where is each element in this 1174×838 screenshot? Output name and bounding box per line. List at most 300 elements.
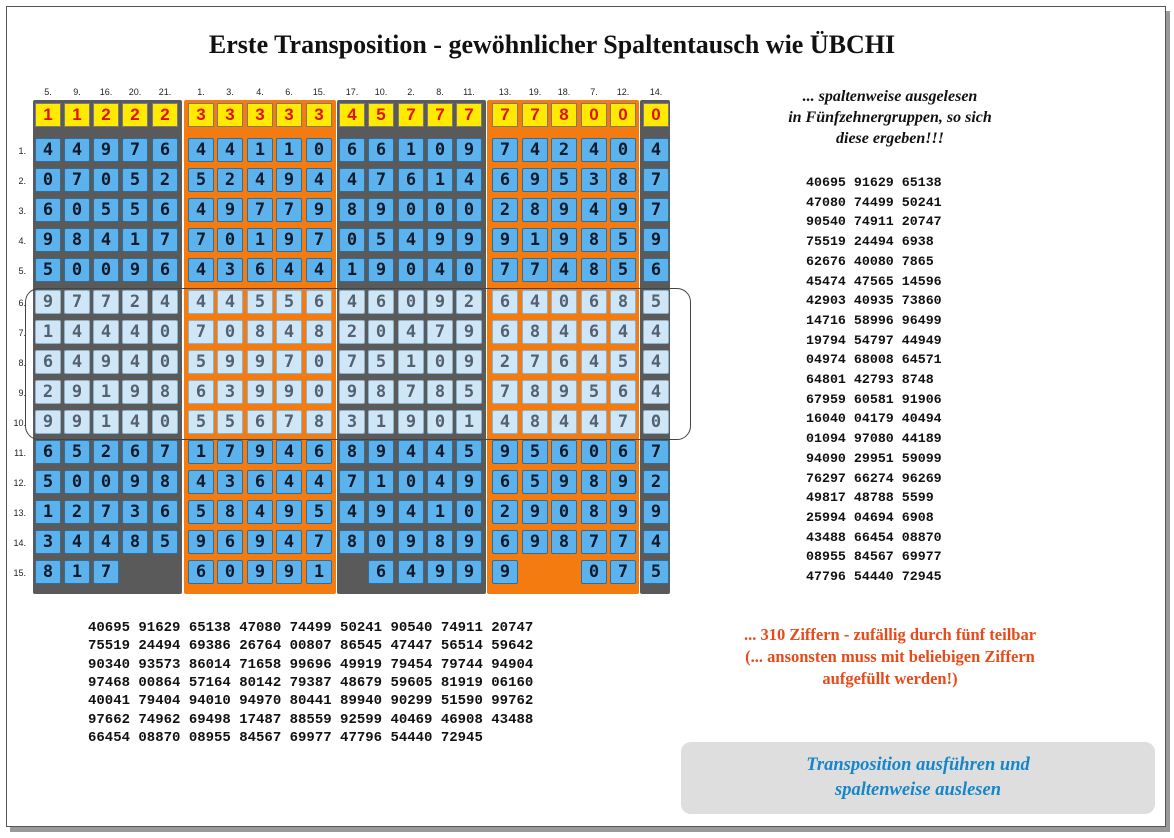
digit-cell: 1 (93, 410, 119, 434)
digit-cell: 9 (522, 530, 548, 554)
digit-cell: 7 (427, 320, 453, 344)
digit-cell: 4 (398, 440, 424, 464)
digit-cell: 7 (188, 228, 214, 252)
digit-cell: 4 (551, 258, 577, 282)
digit-cell: 1 (339, 258, 365, 282)
column-order-label: 16. (99, 87, 113, 97)
ciphertext-line: 97662 74962 69498 17487 88559 92599 40469 46908 43488 (88, 711, 534, 728)
key-cell: 7 (492, 103, 518, 127)
digit-cell: 6 (368, 560, 394, 584)
digit-cell: 6 (610, 380, 636, 404)
digit-cell: 4 (247, 168, 273, 192)
digit-cell: 6 (492, 470, 518, 494)
digit-cell: 8 (339, 198, 365, 222)
column-group-line: 14716 58996 96499 (806, 312, 942, 328)
digit-cell: 9 (427, 560, 453, 584)
digit-cell: 9 (35, 228, 61, 252)
digit-cell: 5 (64, 440, 90, 464)
digit-cell: 5 (276, 290, 302, 314)
digit-cell: 8 (306, 410, 332, 434)
note (690, 624, 1090, 690)
digit-cell: 6 (247, 410, 273, 434)
digit-cell: 8 (35, 560, 61, 584)
digit-cell: 1 (93, 380, 119, 404)
digit-cell: 5 (247, 290, 273, 314)
digit-cell: 5 (456, 380, 482, 404)
digit-cell: 3 (122, 500, 148, 524)
digit-cell: 9 (368, 258, 394, 282)
digit-cell: 8 (152, 380, 178, 404)
digit-cell: 6 (35, 440, 61, 464)
digit-cell: 6 (217, 530, 243, 554)
digit-cell: 8 (610, 168, 636, 192)
column-group-line: 90540 74911 20747 (806, 214, 942, 230)
digit-cell: 0 (368, 320, 394, 344)
digit-cell: 4 (93, 530, 119, 554)
digit-cell: 6 (35, 198, 61, 222)
digit-cell: 7 (643, 168, 669, 192)
digit-cell: 6 (581, 290, 607, 314)
digit-cell: 0 (217, 560, 243, 584)
digit-cell: 7 (610, 410, 636, 434)
digit-cell: 1 (276, 138, 302, 162)
column-order-label: 8. (436, 87, 444, 97)
column-group-line: 08955 84567 69977 (806, 549, 942, 565)
digit-cell: 4 (581, 410, 607, 434)
digit-cell: 0 (64, 258, 90, 282)
digit-cell: 2 (93, 440, 119, 464)
column-group-line: 42903 40935 73860 (806, 293, 942, 309)
digit-cell: 0 (398, 198, 424, 222)
digit-cell: 1 (64, 560, 90, 584)
key-cell: 0 (610, 103, 636, 127)
digit-cell: 2 (643, 470, 669, 494)
digit-cell: 5 (522, 440, 548, 464)
row-label: 5. (18, 266, 26, 276)
digit-cell: 8 (522, 410, 548, 434)
key-cell: 2 (152, 103, 178, 127)
digit-cell: 5 (551, 168, 577, 192)
digit-cell: 7 (306, 228, 332, 252)
digit-cell: 4 (398, 320, 424, 344)
digit-cell: 5 (188, 410, 214, 434)
digit-cell: 6 (152, 198, 178, 222)
digit-cell: 0 (152, 320, 178, 344)
column-order-label: 20. (128, 87, 142, 97)
digit-cell: 2 (122, 290, 148, 314)
digit-cell: 9 (456, 320, 482, 344)
digit-cell: 0 (551, 500, 577, 524)
row-label: 15. (13, 568, 26, 578)
digit-cell: 5 (610, 228, 636, 252)
digit-cell: 8 (522, 380, 548, 404)
digit-cell: 9 (217, 198, 243, 222)
digit-cell: 8 (217, 500, 243, 524)
digit-cell: 0 (306, 380, 332, 404)
digit-cell: 6 (35, 350, 61, 374)
digit-cell: 4 (643, 380, 669, 404)
digit-cell: 8 (551, 530, 577, 554)
digit-cell: 1 (122, 228, 148, 252)
digit-cell: 0 (35, 168, 61, 192)
digit-cell: 3 (217, 470, 243, 494)
digit-cell: 9 (427, 290, 453, 314)
digit-cell: 4 (276, 440, 302, 464)
digit-cell: 6 (247, 470, 273, 494)
digit-cell: 4 (276, 258, 302, 282)
digit-cell: 6 (306, 290, 332, 314)
digit-cell: 0 (93, 258, 119, 282)
digit-cell: 4 (306, 258, 332, 282)
digit-cell: 1 (247, 138, 273, 162)
digit-cell: 4 (152, 290, 178, 314)
digit-cell: 4 (35, 138, 61, 162)
digit-cell: 4 (217, 290, 243, 314)
digit-cell: 0 (339, 228, 365, 252)
digit-cell: 4 (492, 410, 518, 434)
digit-cell: 2 (35, 380, 61, 404)
digit-cell: 4 (93, 320, 119, 344)
column-order-label: 1. (197, 87, 205, 97)
digit-cell: 7 (152, 228, 178, 252)
key-cell: 7 (427, 103, 453, 127)
digit-cell: 4 (610, 320, 636, 344)
column-order-label: 19. (528, 87, 542, 97)
digit-cell: 6 (188, 560, 214, 584)
ciphertext-line: 40041 79404 94010 94970 80441 89940 90299 51590 99762 (88, 693, 534, 710)
key-cell: 2 (93, 103, 119, 127)
digit-cell: 9 (276, 168, 302, 192)
column-order-label: 10. (374, 87, 388, 97)
digit-cell: 9 (522, 168, 548, 192)
digit-cell: 7 (93, 500, 119, 524)
digit-cell: 0 (217, 228, 243, 252)
digit-cell: 9 (368, 440, 394, 464)
digit-cell: 4 (456, 168, 482, 192)
digit-cell: 5 (217, 410, 243, 434)
digit-cell: 4 (427, 258, 453, 282)
note-line: (... ansonsten muss mit beliebigen Ziffern (745, 647, 1035, 666)
digit-cell: 1 (368, 470, 394, 494)
digit-cell: 5 (188, 350, 214, 374)
column-group-line: 01094 97080 44189 (806, 431, 942, 447)
digit-cell: 4 (398, 500, 424, 524)
digit-cell: 6 (492, 290, 518, 314)
digit-cell: 9 (368, 500, 394, 524)
digit-cell: 9 (276, 228, 302, 252)
highlight-box (25, 288, 691, 440)
digit-cell: 9 (643, 228, 669, 252)
digit-cell: 9 (93, 138, 119, 162)
digit-cell: 5 (581, 380, 607, 404)
digit-cell: 7 (643, 198, 669, 222)
digit-cell: 5 (643, 290, 669, 314)
digit-cell: 4 (122, 410, 148, 434)
digit-cell: 6 (581, 320, 607, 344)
digit-cell: 6 (643, 258, 669, 282)
digit-cell: 8 (427, 530, 453, 554)
digit-cell: 7 (610, 560, 636, 584)
digit-cell: 9 (64, 380, 90, 404)
digit-cell: 5 (456, 440, 482, 464)
row-label: 8. (18, 358, 26, 368)
digit-cell: 7 (247, 198, 273, 222)
column-group-line: 64801 42793 8748 (806, 372, 934, 387)
digit-cell: 9 (122, 258, 148, 282)
digit-cell: 9 (456, 350, 482, 374)
digit-cell: 0 (398, 290, 424, 314)
digit-cell: 4 (217, 138, 243, 162)
button-label-line: spaltenweise auslesen (835, 780, 1001, 800)
digit-cell: 3 (581, 168, 607, 192)
column-group-line: 45474 47565 14596 (806, 273, 942, 289)
column-group-line: 04974 68008 64571 (806, 352, 942, 368)
digit-cell: 0 (217, 320, 243, 344)
digit-cell: 4 (398, 560, 424, 584)
digit-cell: 7 (581, 530, 607, 554)
row-label: 11. (14, 448, 26, 458)
digit-cell: 6 (551, 440, 577, 464)
column-group-line: 49817 48788 5599 (806, 490, 934, 506)
digit-cell: 9 (339, 380, 365, 404)
digit-cell: 0 (368, 530, 394, 554)
digit-cell: 6 (122, 440, 148, 464)
ciphertext-line: 75519 24494 69386 26764 00807 86545 47447 56514 59642 (88, 638, 534, 655)
digit-cell: 4 (643, 530, 669, 554)
digit-cell: 4 (551, 320, 577, 344)
digit-cell: 9 (247, 440, 273, 464)
key-cell: 0 (643, 103, 669, 127)
digit-cell: 7 (339, 350, 365, 374)
digit-cell: 9 (247, 380, 273, 404)
digit-cell: 1 (188, 440, 214, 464)
digit-cell: 9 (427, 228, 453, 252)
digit-cell: 6 (188, 380, 214, 404)
column-group-line: 75519 24494 6938 (806, 234, 934, 250)
key-cell: 5 (368, 103, 394, 127)
digit-cell: 0 (306, 138, 332, 162)
digit-cell: 8 (581, 470, 607, 494)
digit-cell: 4 (188, 290, 214, 314)
column-order-label: 17. (345, 87, 359, 97)
digit-cell: 9 (492, 440, 518, 464)
digit-cell: 1 (398, 350, 424, 374)
digit-cell: 0 (93, 470, 119, 494)
digit-cell: 5 (610, 258, 636, 282)
digit-cell: 9 (456, 470, 482, 494)
digit-cell: 4 (339, 290, 365, 314)
digit-cell: 0 (427, 198, 453, 222)
key-cell: 3 (188, 103, 214, 127)
column-group-line: 40695 91629 65138 (806, 175, 942, 190)
digit-cell: 9 (551, 228, 577, 252)
digit-cell: 4 (276, 530, 302, 554)
digit-cell: 9 (492, 560, 518, 584)
digit-cell: 2 (339, 320, 365, 344)
digit-cell: 1 (35, 500, 61, 524)
digit-cell: 7 (368, 168, 394, 192)
digit-cell: 0 (427, 410, 453, 434)
digit-cell: 4 (306, 470, 332, 494)
key-cell: 7 (398, 103, 424, 127)
digit-cell: 5 (35, 258, 61, 282)
digit-cell: 8 (122, 530, 148, 554)
digit-cell: 5 (368, 350, 394, 374)
digit-cell: 0 (398, 258, 424, 282)
digit-cell: 9 (35, 290, 61, 314)
digit-cell: 9 (368, 198, 394, 222)
digit-cell: 6 (368, 290, 394, 314)
execute-transposition-button[interactable] (681, 742, 1155, 814)
digit-cell: 0 (456, 258, 482, 282)
digit-cell: 7 (339, 470, 365, 494)
digit-cell: 9 (276, 380, 302, 404)
digit-cell: 9 (398, 410, 424, 434)
digit-cell: 2 (217, 168, 243, 192)
column-group-line: 67959 60581 91906 (806, 391, 942, 407)
digit-cell: 8 (581, 228, 607, 252)
digit-cell: 0 (306, 350, 332, 374)
column-group-line: 25994 04694 6908 (806, 509, 934, 525)
digit-cell: 9 (456, 138, 482, 162)
digit-cell: 9 (247, 350, 273, 374)
digit-cell: 8 (306, 320, 332, 344)
row-label: 7. (18, 328, 26, 338)
digit-cell: 5 (122, 198, 148, 222)
ciphertext-line: 40695 91629 65138 47080 74499 50241 90540 74911 20747 (88, 620, 534, 636)
digit-cell: 5 (93, 198, 119, 222)
digit-cell: 7 (522, 258, 548, 282)
digit-cell: 8 (581, 258, 607, 282)
digit-cell: 6 (492, 168, 518, 192)
key-cell: 7 (522, 103, 548, 127)
digit-cell: 6 (152, 138, 178, 162)
digit-cell: 4 (522, 290, 548, 314)
digit-cell: 1 (306, 560, 332, 584)
digit-cell: 6 (306, 440, 332, 464)
digit-cell: 8 (247, 320, 273, 344)
digit-cell: 9 (64, 410, 90, 434)
digit-cell: 8 (64, 228, 90, 252)
digit-cell: 3 (35, 530, 61, 554)
column-order-label: 9. (73, 87, 81, 97)
digit-cell: 0 (427, 138, 453, 162)
digit-cell: 5 (188, 168, 214, 192)
digit-cell: 4 (522, 138, 548, 162)
column-group-line: 16040 04179 40494 (806, 411, 942, 427)
column-order-label: 7. (590, 87, 598, 97)
digit-cell: 9 (551, 198, 577, 222)
column-order-label: 6. (285, 87, 293, 97)
column-order-label: 21. (158, 87, 172, 97)
column-group-line: 47796 54440 72945 (806, 569, 942, 584)
side-heading-line: diese ergeben!!! (836, 130, 944, 147)
row-label: 3. (18, 206, 26, 216)
column-group-line: 62676 40080 7865 (806, 253, 934, 269)
digit-cell: 9 (456, 228, 482, 252)
digit-cell: 5 (188, 500, 214, 524)
digit-cell: 6 (247, 258, 273, 282)
digit-cell: 4 (306, 168, 332, 192)
ciphertext-line: 66454 08870 08955 84567 69977 47796 54440 72945 (88, 729, 483, 746)
digit-cell: 0 (152, 410, 178, 434)
digit-cell: 0 (581, 440, 607, 464)
key-cell: 4 (339, 103, 365, 127)
digit-cell: 8 (152, 470, 178, 494)
digit-cell: 8 (339, 530, 365, 554)
digit-cell: 9 (276, 500, 302, 524)
row-label: 12. (13, 478, 26, 488)
digit-cell: 4 (581, 350, 607, 374)
digit-cell: 8 (368, 380, 394, 404)
digit-cell: 0 (427, 350, 453, 374)
key-cell: 3 (276, 103, 302, 127)
digit-cell: 9 (276, 560, 302, 584)
digit-cell: 0 (64, 198, 90, 222)
column-order-label: 4. (256, 87, 264, 97)
digit-cell: 9 (551, 380, 577, 404)
digit-cell: 4 (398, 228, 424, 252)
key-cell: 0 (581, 103, 607, 127)
digit-cell: 6 (368, 138, 394, 162)
digit-cell: 7 (643, 440, 669, 464)
digit-cell: 9 (306, 198, 332, 222)
digit-cell: 2 (64, 500, 90, 524)
digit-cell: 6 (492, 530, 518, 554)
ciphertext-line: 90340 93573 86014 71658 99696 49919 79454 79744 94904 (88, 656, 534, 673)
column-order-label: 18. (557, 87, 571, 97)
row-label: 10. (13, 418, 26, 428)
digit-cell: 7 (217, 440, 243, 464)
digit-cell: 2 (456, 290, 482, 314)
digit-cell: 0 (93, 168, 119, 192)
digit-cell: 0 (643, 410, 669, 434)
row-label: 9. (18, 388, 26, 398)
digit-cell: 7 (492, 138, 518, 162)
digit-cell: 4 (188, 138, 214, 162)
digit-cell: 3 (217, 258, 243, 282)
digit-cell: 9 (122, 380, 148, 404)
digit-cell: 2 (551, 138, 577, 162)
digit-cell: 9 (456, 560, 482, 584)
digit-cell: 4 (581, 138, 607, 162)
digit-cell: 0 (581, 560, 607, 584)
digit-cell: 0 (64, 470, 90, 494)
digit-cell: 0 (551, 290, 577, 314)
column-order-label: 14. (649, 87, 663, 97)
key-cell: 7 (456, 103, 482, 127)
digit-cell: 9 (610, 500, 636, 524)
digit-cell: 6 (339, 138, 365, 162)
digit-cell: 1 (247, 228, 273, 252)
digit-cell: 2 (492, 198, 518, 222)
digit-cell: 5 (610, 350, 636, 374)
digit-cell: 1 (427, 168, 453, 192)
digit-cell: 5 (522, 470, 548, 494)
digit-cell: 7 (276, 198, 302, 222)
digit-cell: 5 (152, 530, 178, 554)
digit-cell: 2 (152, 168, 178, 192)
digit-cell: 1 (427, 500, 453, 524)
key-cell: 3 (247, 103, 273, 127)
digit-cell: 4 (551, 410, 577, 434)
digit-cell: 4 (276, 470, 302, 494)
digit-cell: 4 (643, 320, 669, 344)
button-label-line: Transposition ausführen und (806, 755, 1030, 775)
digit-cell: 9 (93, 350, 119, 374)
digit-cell: 1 (456, 410, 482, 434)
digit-cell: 7 (93, 290, 119, 314)
